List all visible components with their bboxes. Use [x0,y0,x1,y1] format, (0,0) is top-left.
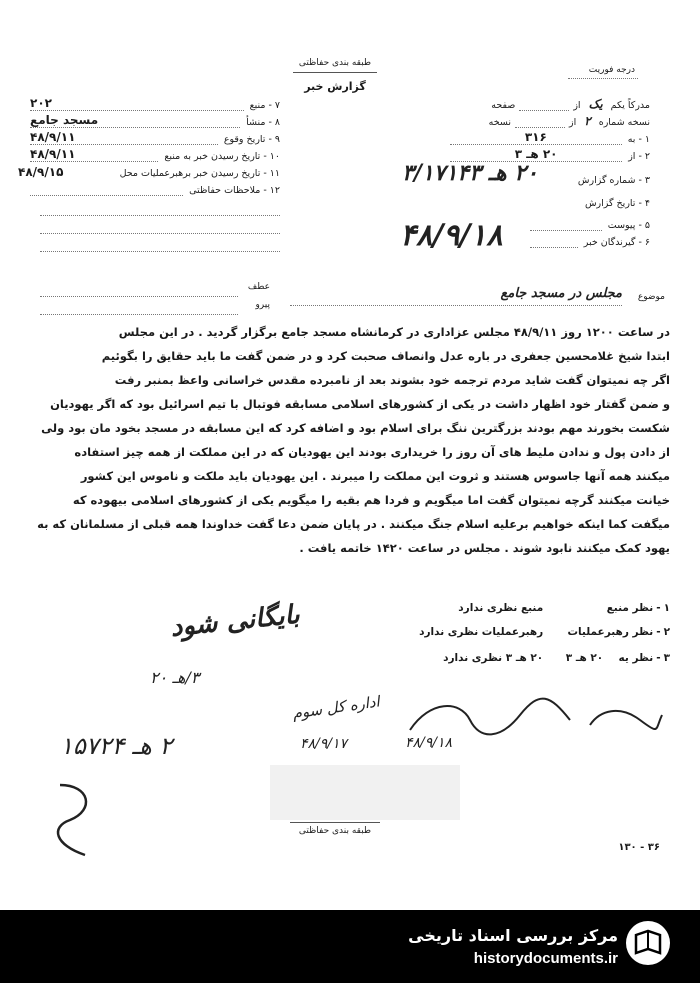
field-value [30,195,183,196]
subject-line [290,305,622,306]
opinion-unit: ۳ - نظر یه ۲۰ هـ ۳ ۲۰ هـ ۳ نظری ندارد [443,652,670,664]
field-num: ۷ [274,100,280,111]
body-line: ابتدا شیخ غلامحسین جعفری در باره عدل وانصاف صحبت کرد و در ضمن گفت ما باید حقایق را بگوئیم [101,349,670,363]
handwritten-scribble [30,775,110,865]
footer-website: historydocuments.ir [473,950,618,967]
field-event-date: ۹ - تاریخ وقوع ۴۸/۹/۱۱ [30,130,280,145]
peyro-line [40,314,238,315]
classification-bottom-line [290,822,380,823]
blank-line [40,251,280,252]
subject-value: مجلس در مسجد جامع [500,286,622,301]
body-line: در ساعت ۱۲۰۰ روز ۴۸/۹/۱۱ مجلس عزاداری در کرمانشاه مسجد جامع برگزار گردید . در این مجلس [118,325,670,339]
field-source: ۷ - منبع ۲۰۲ [30,96,280,111]
field-report-number: ۳ - شماره گزارش ۲۰ هـ ۳/۱۷۱۴۳ [401,160,650,186]
archive-logo [626,921,670,965]
field-recipients: ۶ - گیرندگان خبر [530,234,650,248]
field-security-notes: ۱۲ - ملاحظات حفاظتی [30,182,280,196]
handwritten-edare-date: ۴۸/۹/۱۷ [300,736,348,752]
field-value: مسجد جامع [30,113,240,128]
field-value: ۴۸/۹/۱۱ [30,130,218,145]
field-from: ۲ - از ۲۰ هـ ۳ [450,148,650,162]
body-line: یهود کمک میکنند نابود شوند . مجلس در ساعت ۱۴۲۰ خاتمه یافت . [299,541,670,555]
body-line: میکنند همه آنها جاسوس هستند و ثروت این مملکت را میبرند . این یهودیان باید ملکت و ناموس این کشور [80,469,670,483]
footer-org-name: مرکز بررسی اسناد تاریخی [408,926,618,945]
field-document: مدرکاً یکم یک از صفحه [491,97,650,111]
body-line: میگفت کما اینکه خواهیم برعلیه اسلام جنگ میکنند . در پایان ضمن دعا گفت خداوندا همه قبلی از مسلمانان که به [37,517,670,531]
priority-line [568,78,638,79]
opinions [300,597,670,671]
field-received-leader: ۱۱ - تاریخ رسیدن خبر برهبرعملیات محل ۴۸/۹/۱۵ [18,165,280,179]
body-line: و ضمن گفتار خود اظهار داشت در یکی از کشورهای اسلامی مسابقه فوتبال با تیم اسرائیل بود که اگر یهودیان [50,397,670,411]
handwritten-signature-date: ۴۸/۹/۱۸ [405,735,453,751]
classification-bottom: طبقه بندی حفاظتی [298,826,372,836]
handwritten-bayegani: بایگانی شود [169,599,302,643]
field-to: ۱ - به ۳۱۶ [450,131,650,145]
blank-line [40,233,280,234]
field-origin: ۸ - منشأ مسجد جامع [30,113,280,128]
priority-label: درجه فوریت [588,65,635,75]
body-line: از دادن پول و ندادن ملیط های آن روز را خریداری بودند این یهودیان که در این مملکت از همه چیز استفاده [74,445,670,459]
field-received-source: ۱۰ - تاریخ رسیدن خبر به منبع ۴۸/۹/۱۱ [30,147,280,162]
classification-top-line [293,72,377,73]
opinion-operations-leader: ۲ - نظر رهبرعملیات رهبرعملیات نظری ندارد [419,626,670,638]
field-report-date: ۴ - تاریخ گزارش [584,198,650,209]
stamp-mark [270,765,460,820]
atf-label: عطف [247,282,270,292]
body-line: شکست بخورند مهم بودند بزرگترین ننگ برای اسلام بود و اضافه کرد که این مسابقه در مسجد بخود مان بود ولی [41,421,670,435]
report-title: گزارش خبر [304,80,366,93]
subject-label: موضوع [637,292,665,302]
book-icon [626,921,670,965]
field-value: ۲۰۲ [30,96,244,111]
body-line: خیانت میکنند گرچه نمیتوان گفت اما میگویم و فردا هم بقیه را میگویم یکی از کشورهای اسلامی بیهوده که [72,493,670,507]
field-value: ۴۸/۹/۱۵ [18,165,64,179]
opinion-source: ۱ - نظر منبع منبع نظری ندارد [458,602,670,614]
handwritten-bottom-number: ۲ هـ ۱۵۷۲۴ [60,732,173,760]
atf-line [40,296,238,297]
handwritten-bayegani-code: ۳/هـ ۲۰ [150,668,200,687]
classification-top: طبقه بندی حفاظتی [298,58,372,68]
field-attachment: ۵ - پیوست [530,217,650,231]
field-label: منبع [249,100,266,111]
body-line: اگر چه نمیتوان گفت شاید مردم ترجمه خود بشوند بعد از نامبرده مقدس خراسانی واعظ بمنبر رفت [114,373,670,387]
footer-bar [0,910,700,983]
handwritten-edare: اداره کل سوم [291,692,381,723]
left-fields [18,96,280,247]
peyro-label: پیرو [255,300,270,310]
document-code: ۳۶ - ۱۳۰ [618,842,660,853]
blank-line [40,215,280,216]
report-body [30,320,670,560]
handwritten-report-date: ۴۸/۹/۱۸ [400,218,503,253]
field-copy-number: نسخه شماره ۲ از نسخه [488,114,650,128]
field-value: ۴۸/۹/۱۱ [30,147,158,162]
